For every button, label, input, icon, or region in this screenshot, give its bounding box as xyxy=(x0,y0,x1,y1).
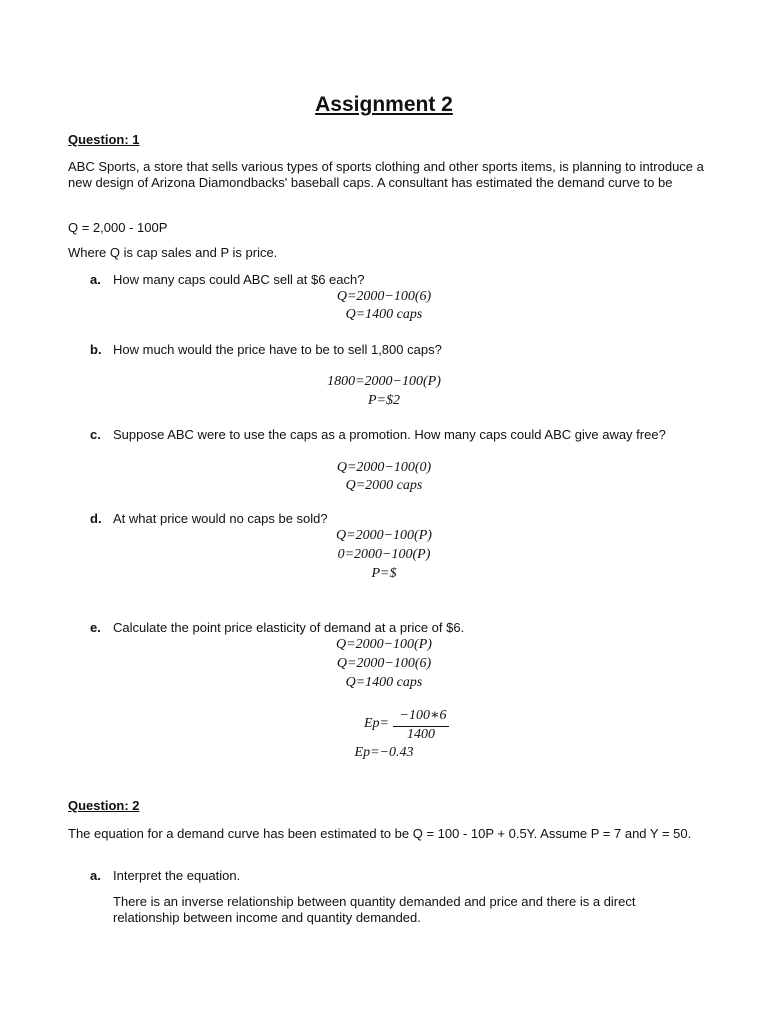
math-line: Q=1400 caps xyxy=(345,675,423,690)
question-1-heading: Question: 1 xyxy=(68,132,140,147)
item-question: Suppose ABC were to use the caps as a promotion. How many caps could ABC give away free? xyxy=(113,427,666,442)
question-1-intro: ABC Sports, a store that sells various types of sports clothing and other sports items, is planning to introduce a new design of Arizona Diamondbacks' baseball caps. A consultant has estimated the demand curve to be xyxy=(68,159,704,190)
item-question: Calculate the point price elasticity of demand at a price of $6. xyxy=(113,620,465,635)
item-label: e. xyxy=(90,620,101,635)
answer-text: There is an inverse relationship between quantity demanded and price and there is a direct relationship between income and quantity demanded. xyxy=(113,894,636,925)
item-question: At what price would no caps be sold? xyxy=(113,511,328,526)
item-question: How many caps could ABC sell at $6 each? xyxy=(113,272,365,287)
fraction-denominator: 1400 xyxy=(407,727,435,742)
math-line: Q=2000 caps xyxy=(345,478,423,493)
math-line: 1800=2000−100(P) xyxy=(327,374,441,389)
item-label: d. xyxy=(90,511,102,526)
item-question: How much would the price have to be to sell 1,800 caps? xyxy=(113,342,442,357)
question-2-intro: The equation for a demand curve has been estimated to be Q = 100 - 10P + 0.5Y. Assume P = 7 and Y = 50. xyxy=(68,826,692,841)
item-label: c. xyxy=(90,427,101,442)
page-title: Assignment 2 xyxy=(315,93,453,116)
fraction-lhs: Ep= xyxy=(364,716,389,731)
question-2-heading: Question: 2 xyxy=(68,798,140,813)
math-line: P=$2 xyxy=(368,393,400,408)
demand-equation: Q = 2,000 - 100P xyxy=(68,220,168,235)
item-question: Interpret the equation. xyxy=(113,868,241,883)
math-line: Q=2000−100(P) xyxy=(336,528,432,543)
fraction-numerator: −100∗6 xyxy=(399,708,447,723)
math-line: P=$ xyxy=(371,566,397,581)
item-label: a. xyxy=(90,272,101,287)
math-line: Q=2000−100(P) xyxy=(336,637,432,652)
math-line: Q=1400 caps xyxy=(345,307,423,322)
math-line: 0=2000−100(P) xyxy=(337,547,431,562)
math-line: Q=2000−100(0) xyxy=(336,460,432,475)
math-line: Q=2000−100(6) xyxy=(336,289,432,304)
variable-definition: Where Q is cap sales and P is price. xyxy=(68,245,278,260)
item-label: a. xyxy=(90,868,101,883)
elasticity-result: Ep=−0.43 xyxy=(354,745,414,760)
math-line: Q=2000−100(6) xyxy=(336,656,432,671)
item-label: b. xyxy=(90,342,102,357)
